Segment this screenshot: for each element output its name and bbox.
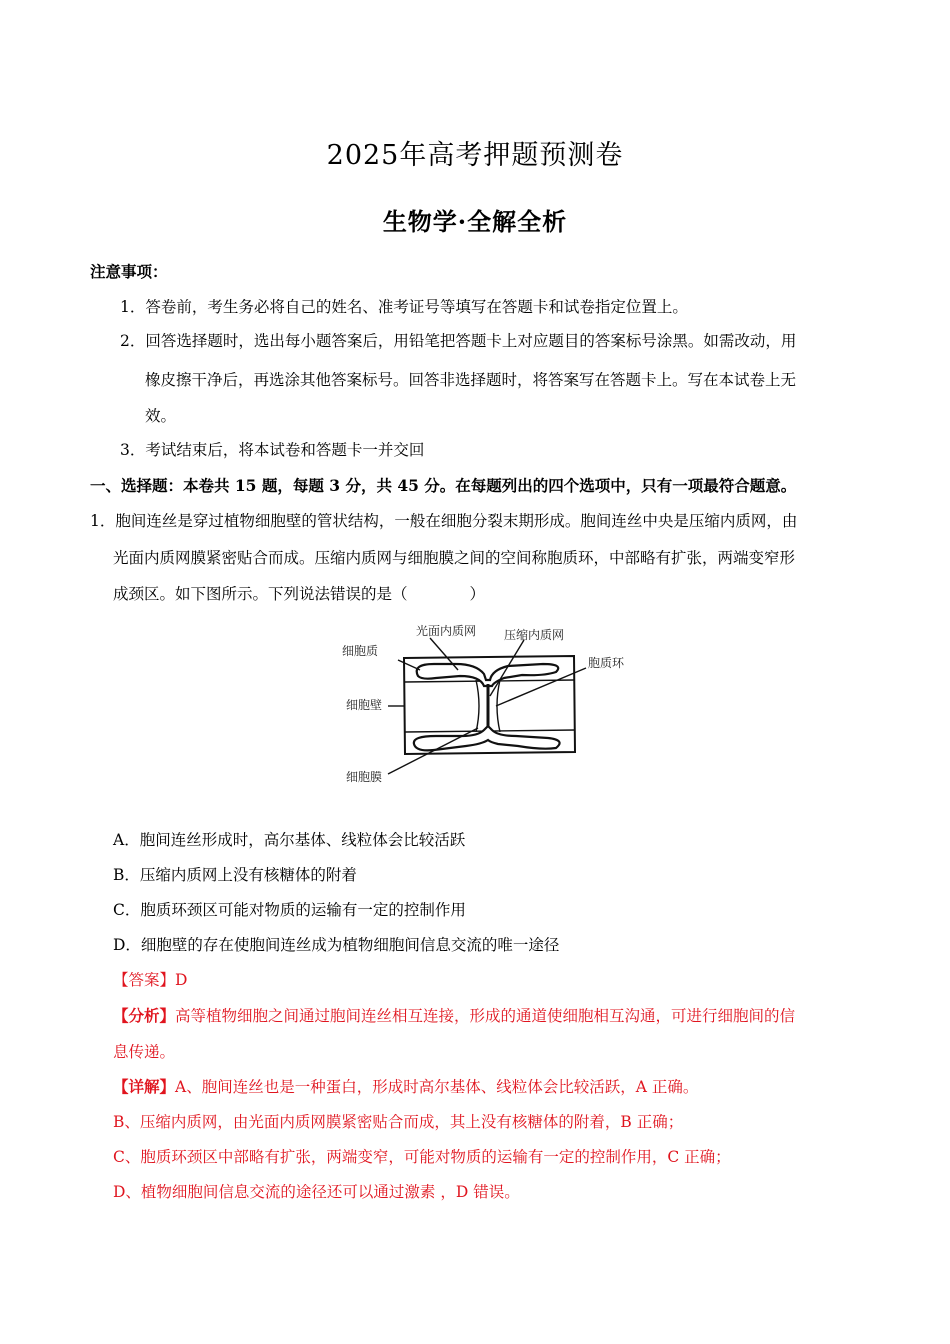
plasmodesma-figure (338, 620, 638, 790)
question-1-stem-line-1: 1．胞间连丝是穿过植物细胞壁的管状结构，一般在细胞分裂末期形成。胞间连丝中央是压缩内质网，由 (90, 512, 798, 530)
option-a: A．胞间连丝形成时，高尔基体、线粒体会比较活跃 (113, 831, 466, 849)
detail-tag: 【详解】 (113, 1077, 176, 1096)
label-cell-membrane: 细胞膜 (346, 770, 383, 784)
detail-line-3: C、胞质环颈区中部略有扩张，两端变窄，可能对物质的运输有一定的控制作用，C 正确； (113, 1148, 731, 1166)
analysis-text-1: 高等植物细胞之间通过胞间连丝相互连接，形成的通道使细胞相互沟通，可进行细胞间的信 (175, 1007, 796, 1025)
detail-text-1: A、胞间连丝也是一种蛋白，形成时高尔基体、线粒体会比较活跃，A 正确。 (175, 1078, 699, 1096)
notice-item-2: 2．回答选择题时，选出每小题答案后，用铅笔把答题卡上对应题目的答案标号涂黑。如需改动，用 (120, 332, 797, 350)
option-d: D．细胞壁的存在使胞间连丝成为植物细胞间信息交流的唯一途径 (113, 936, 560, 954)
question-1-stem-line-2: 光面内质网膜紧密贴合而成。压缩内质网与细胞膜之间的空间称胞质环，中部略有扩张，两端变窄形 (113, 549, 796, 567)
notice-item-2-end: 效。 (145, 407, 177, 425)
option-b: B．压缩内质网上没有核糖体的附着 (113, 866, 357, 884)
label-cytoplasm: 细胞质 (342, 644, 379, 658)
analysis-line-1 (113, 1006, 795, 1026)
detail-line-2: B、压缩内质网，由光面内质网膜紧密贴合而成，其上没有核糖体的附着，B 正确； (113, 1113, 684, 1131)
analysis-line-2: 息传递。 (113, 1043, 176, 1061)
answer-line: 【答案】D (113, 971, 188, 989)
notice-item-3: 3．考试结束后，将本试卷和答题卡一并交回 (120, 441, 425, 459)
smooth-er-top (417, 664, 558, 686)
detail-line-1 (113, 1077, 698, 1097)
analysis-tag: 【分析】 (113, 1006, 176, 1025)
label-cell-wall: 细胞壁 (346, 698, 383, 712)
smooth-er-bottom (414, 726, 560, 750)
notice-item-2-cont: 橡皮擦干净后，再选涂其他答案标号。回答非选择题时，将答案写在答题卡上。写在本试卷上无 (145, 371, 797, 389)
notice-item-1: 1．答卷前，考生务必将自己的姓名、准考证号等填写在答题卡和试卷指定位置上。 (120, 298, 688, 316)
notice-heading: 注意事项： (90, 262, 168, 281)
leader-cell-membrane (388, 728, 478, 774)
document-subtitle: 生物学·全解全析 (382, 207, 568, 236)
label-compressed-er: 压缩内质网 (504, 628, 565, 642)
question-1-stem-line-3: 成颈区。如下图所示。下列说法错误的是（ ） (113, 585, 486, 603)
label-smooth-er: 光面内质网 (416, 624, 477, 638)
detail-line-4: D、植物细胞间信息交流的途径还可以通过激素 ，D 错误。 (113, 1183, 520, 1201)
document-title: 2025年高考押题预测卷 (326, 140, 624, 171)
plasmodesma-diagram (338, 620, 638, 790)
option-c: C．胞质环颈区可能对物质的运输有一定的控制作用 (113, 901, 466, 919)
channel-wall-left (476, 680, 479, 732)
label-cytoplasmic-ring: 胞质环 (588, 656, 625, 670)
leader-cytoplasm (398, 660, 420, 670)
section-heading: 一、选择题：本卷共 15 题，每题 3 分，共 45 分。在每题列出的四个选项中，只有一项最符合题意。 (90, 476, 797, 495)
